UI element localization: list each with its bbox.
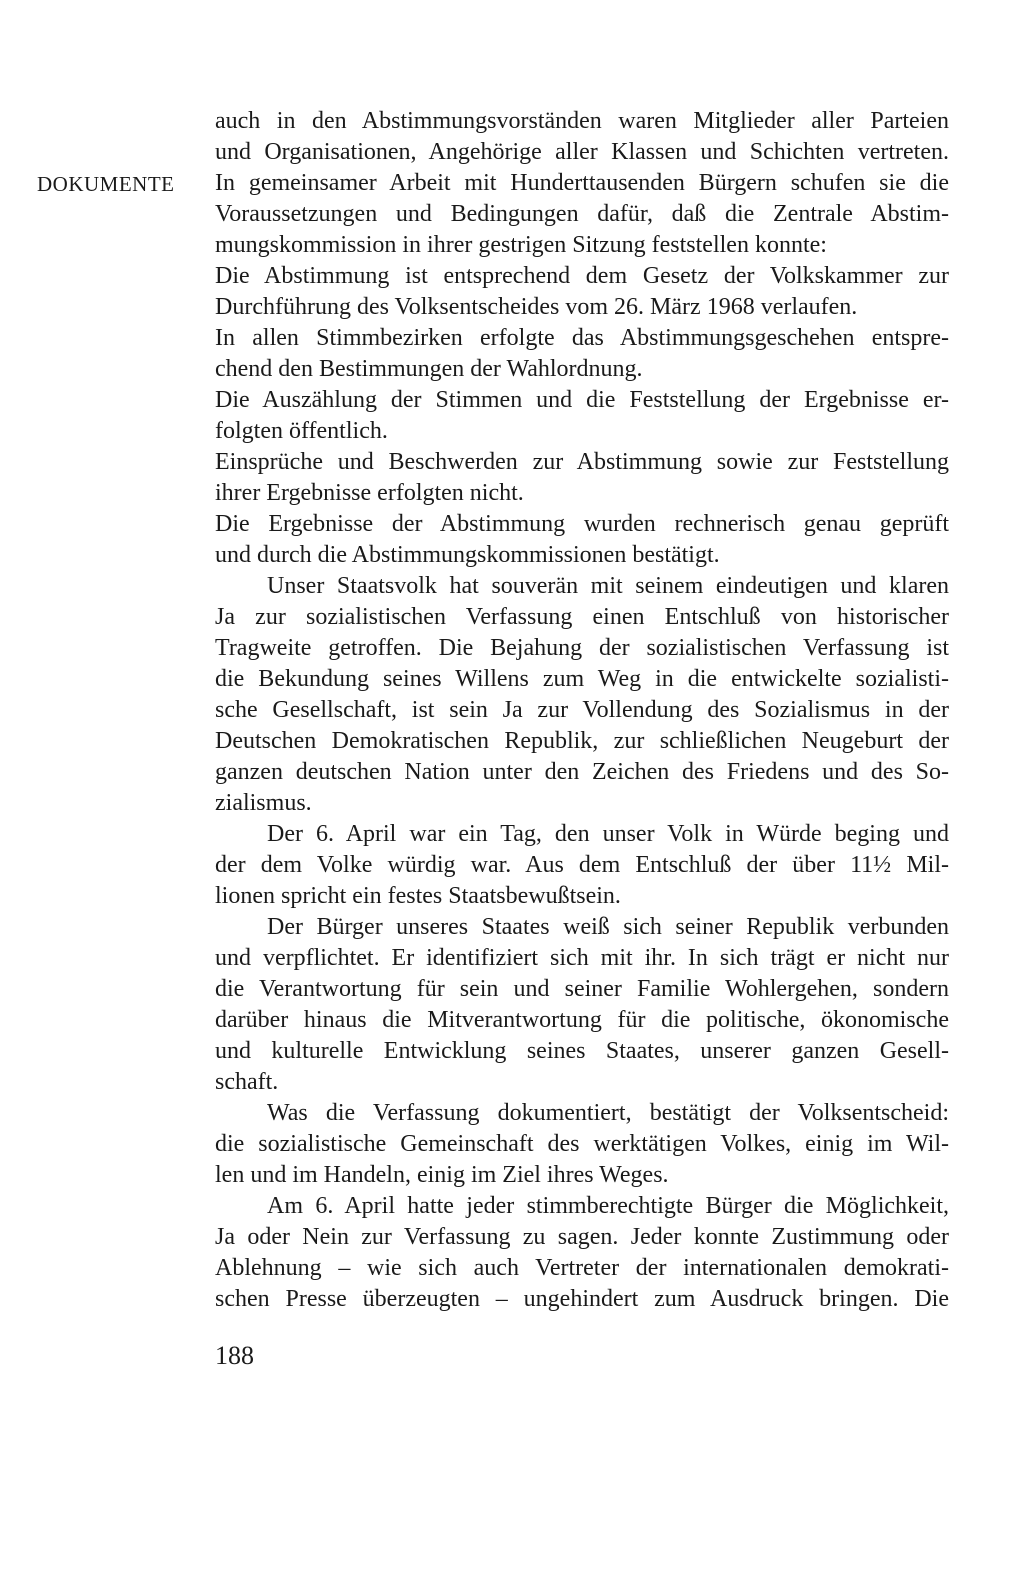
text-line: und durch die Abstimmungskommissionen bestätigt. <box>215 542 720 568</box>
text-line: und Organisationen, Angehörige aller Klassen und Schichten vertreten. <box>215 139 949 165</box>
text-line: Ablehnung – wie sich auch Vertreter der internationalen demokrati- <box>215 1255 949 1281</box>
text-line: Die Auszählung der Stimmen und die Feststellung der Ergebnisse er- <box>215 387 949 413</box>
text-line: die Verantwortung für sein und seiner Familie Wohlergehen, sondern <box>215 976 949 1002</box>
text-line: der dem Volke würdig war. Aus dem Entschluß der über 11½ Mil- <box>215 852 949 878</box>
text-line: Ja zur sozialistischen Verfassung einen Entschluß von historischer <box>215 604 949 630</box>
text-line: In gemeinsamer Arbeit mit Hunderttausenden Bürgern schufen sie die <box>215 170 949 196</box>
text-line: Am 6. April hatte jeder stimmberechtigte Bürger die Möglichkeit, <box>267 1193 949 1219</box>
text-line: lionen spricht ein festes Staatsbewußtsein. <box>215 883 621 909</box>
text-line: Die Abstimmung ist entsprechend dem Gesetz der Volkskammer zur <box>215 263 949 289</box>
text-line: und verpflichtet. Er identifiziert sich mit ihr. In sich trägt er nicht nur <box>215 945 949 971</box>
text-line: Der 6. April war ein Tag, den unser Volk in Würde beging und <box>267 821 949 847</box>
text-line: mungskommission in ihrer gestrigen Sitzung feststellen konnte: <box>215 232 827 258</box>
text-line: Unser Staatsvolk hat souverän mit seinem eindeutigen und klaren <box>267 573 949 599</box>
text-line: folgten öffentlich. <box>215 418 388 444</box>
text-line: Tragweite getroffen. Die Bejahung der sozialistischen Verfassung ist <box>215 635 949 661</box>
text-line: darüber hinaus die Mitverantwortung für die politische, ökonomische <box>215 1007 949 1033</box>
text-line: In allen Stimmbezirken erfolgte das Abstimmungsgeschehen entspre- <box>215 325 949 351</box>
page-number: 188 <box>215 1341 254 1370</box>
text-line: Was die Verfassung dokumentiert, bestätigt der Volksentscheid: <box>267 1100 949 1126</box>
text-line: Ja oder Nein zur Verfassung zu sagen. Jeder konnte Zustimmung oder <box>215 1224 949 1250</box>
text-line: Deutschen Demokratischen Republik, zur schließlichen Neugeburt der <box>215 728 949 754</box>
text-line: schen Presse überzeugten – ungehindert zum Ausdruck bringen. Die <box>215 1286 949 1312</box>
text-line: ganzen deutschen Nation unter den Zeichen des Friedens und des So- <box>215 759 949 785</box>
text-line: auch in den Abstimmungsvorständen waren Mitglieder aller Parteien <box>215 108 949 134</box>
text-line: chend den Bestimmungen der Wahlordnung. <box>215 356 643 382</box>
text-line: schaft. <box>215 1069 279 1095</box>
text-line: Der Bürger unseres Staates weiß sich seiner Republik verbunden <box>267 914 949 940</box>
text-line: Einsprüche und Beschwerden zur Abstimmung sowie zur Feststellung <box>215 449 949 475</box>
text-line: len und im Handeln, einig im Ziel ihres Weges. <box>215 1162 669 1188</box>
text-line: zialismus. <box>215 790 312 816</box>
text-line: die sozialistische Gemeinschaft des werktätigen Volkes, einig im Wil- <box>215 1131 949 1157</box>
text-line: Die Ergebnisse der Abstimmung wurden rechnerisch genau geprüft <box>215 511 949 537</box>
text-line: ihrer Ergebnisse erfolgten nicht. <box>215 480 524 506</box>
text-line: und kulturelle Entwicklung seines Staates, unserer ganzen Gesell- <box>215 1038 949 1064</box>
margin-label: DOKUMENTE <box>37 172 175 196</box>
text-line: Durchführung des Volksentscheides vom 26. März 1968 verlaufen. <box>215 294 858 320</box>
text-line: sche Gesellschaft, ist sein Ja zur Vollendung des Sozialismus in der <box>215 697 949 723</box>
text-line: Voraussetzungen und Bedingungen dafür, daß die Zentrale Abstim- <box>215 201 949 227</box>
text-line: die Bekundung seines Willens zum Weg in die entwickelte sozialisti- <box>215 666 949 692</box>
text-body <box>215 106 949 1315</box>
